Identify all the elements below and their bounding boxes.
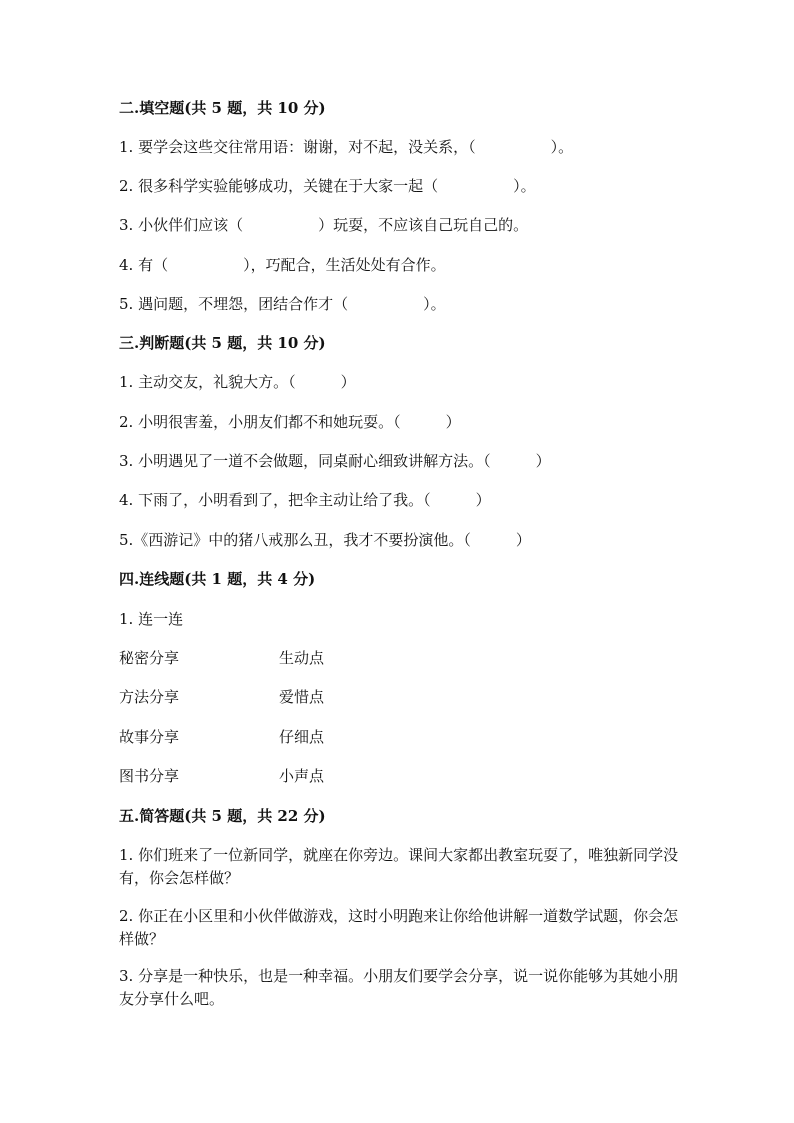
matching-left-item: 图书分享 — [119, 767, 180, 785]
matching-left-item: 故事分享 — [119, 728, 180, 746]
section-fill-blank-title: 二.填空题(共 5 题，共 10 分) — [119, 99, 326, 117]
short-answer-question-1: 1. 你们班来了一位新同学，就座在你旁边。课间大家都出教室玩耍了，唯独新同学没有，你会怎样做？ — [119, 846, 679, 887]
section-short-answer-title: 五.简答题(共 5 题，共 22 分) — [119, 807, 326, 825]
true-false-question-5: 5.《西游记》中的猪八戒那么丑，我才不要扮演他。（ ） — [119, 531, 531, 549]
fill-blank-question-5: 5. 遇问题，不埋怨，团结合作才（ ）。 — [119, 295, 446, 313]
true-false-question-3: 3. 小明遇见了一道不会做题，同桌耐心细致讲解方法。（ ） — [119, 452, 551, 470]
fill-blank-question-2: 2. 很多科学实验能够成功，关键在于大家一起（ ）。 — [119, 177, 536, 195]
matching-left-item: 方法分享 — [119, 688, 180, 706]
matching-right-item: 仔细点 — [279, 728, 325, 746]
true-false-question-2: 2. 小明很害羞，小朋友们都不和她玩耍。（ ） — [119, 413, 461, 431]
fill-blank-question-4: 4. 有（ ），巧配合，生活处处有合作。 — [119, 256, 446, 274]
short-answer-question-2: 2. 你正在小区里和小伙伴做游戏，这时小明跑来让你给他讲解一道数学试题，你会怎样做？ — [119, 907, 679, 948]
fill-blank-question-1: 1. 要学会这些交往常用语：谢谢，对不起，没关系，（ ）。 — [119, 138, 574, 156]
matching-right-item: 小声点 — [279, 767, 325, 785]
matching-left-item: 秘密分享 — [119, 649, 180, 667]
true-false-question-4: 4. 下雨了，小明看到了，把伞主动让给了我。（ ） — [119, 491, 491, 509]
matching-right-item: 爱惜点 — [279, 688, 325, 706]
fill-blank-question-3: 3. 小伙伴们应该（ ）玩耍，不应该自己玩自己的。 — [119, 216, 529, 234]
true-false-question-1: 1. 主动交友，礼貌大方。（ ） — [119, 373, 356, 391]
matching-right-item: 生动点 — [279, 649, 325, 667]
section-matching-title: 四.连线题(共 1 题，共 4 分) — [119, 570, 316, 588]
section-true-false-title: 三.判断题(共 5 题，共 10 分) — [119, 334, 326, 352]
short-answer-question-3: 3. 分享是一种快乐，也是一种幸福。小朋友们要学会分享，说一说你能够为其她小朋友分享什么吧。 — [119, 967, 679, 1008]
matching-question-1: 1. 连一连 — [119, 610, 184, 628]
